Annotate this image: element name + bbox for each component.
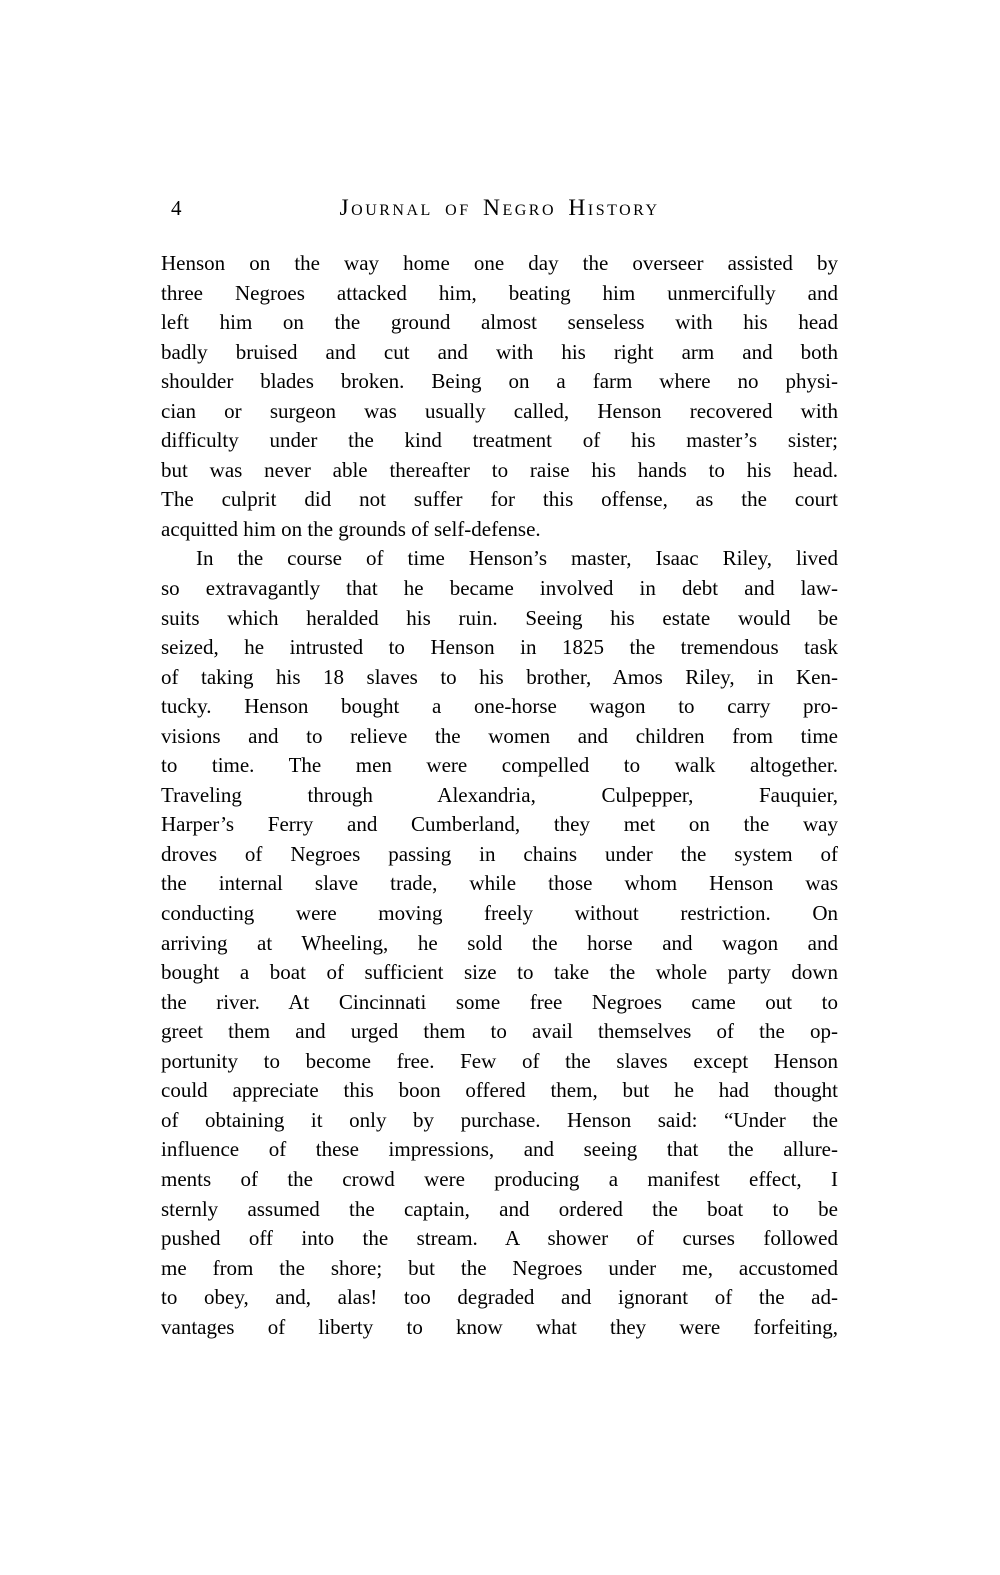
text-line: cian or surgeon was usually called, Henson recovered with — [161, 398, 838, 423]
text-line: suits which heralded his ruin. Seeing his estate would be — [161, 605, 838, 630]
text-line: three Negroes attacked him, beating him unmercifully and — [161, 280, 838, 305]
text-line: seized, he intrusted to Henson in 1825 the tremendous task — [161, 635, 838, 660]
body-text-block — [161, 249, 838, 1342]
text-line: visions and to relieve the women and children from time — [161, 723, 838, 748]
text-line: Traveling through Alexandria, Culpepper, Fauquier, — [161, 782, 838, 807]
text-line: portunity to become free. Few of the slaves except Henson — [161, 1048, 838, 1073]
text-line: vantages of liberty to know what they were forfeiting, — [161, 1314, 838, 1339]
text-line: conducting were moving freely without restriction. On — [161, 901, 838, 926]
text-line: of taking his 18 slaves to his brother, Amos Riley, in Ken- — [161, 664, 838, 689]
text-line: badly bruised and cut and with his right arm and both — [161, 339, 838, 364]
page-number: 4 — [171, 196, 183, 220]
text-line: In the course of time Henson’s master, Isaac Riley, lived — [196, 546, 838, 571]
text-line: droves of Negroes passing in chains under the system of — [161, 841, 838, 866]
journal-title: Journal of Negro History — [339, 195, 660, 221]
text-line: sternly assumed the captain, and ordered the boat to be — [161, 1196, 838, 1221]
text-line: but was never able thereafter to raise his hands to his head. — [161, 457, 838, 482]
text-line: so extravagantly that he became involved in debt and law- — [161, 576, 838, 601]
text-line: the river. At Cincinnati some free Negroes came out to — [161, 989, 838, 1014]
text-line: to time. The men were compelled to walk altogether. — [161, 753, 838, 778]
text-line: ments of the crowd were producing a manifest effect, I — [161, 1166, 838, 1191]
text-line: difficulty under the kind treatment of his master’s sister; — [161, 428, 838, 453]
text-line: Henson on the way home one day the overseer assisted by — [161, 251, 838, 275]
text-line: the internal slave trade, while those whom Henson was — [161, 871, 838, 896]
text-line: left him on the ground almost senseless with his head — [161, 310, 838, 335]
text-line: arriving at Wheeling, he sold the horse and wagon and — [161, 930, 838, 955]
text-line: greet them and urged them to avail themselves of the op- — [161, 1019, 838, 1044]
text-line: acquitted him on the grounds of self-defense. — [161, 516, 541, 541]
text-line: Harper’s Ferry and Cumberland, they met on the way — [161, 812, 838, 837]
text-line: influence of these impressions, and seeing that the allure- — [161, 1137, 838, 1162]
text-line: of obtaining it only by purchase. Henson said: “Under the — [161, 1107, 838, 1132]
text-line: pushed off into the stream. A shower of curses followed — [161, 1226, 838, 1251]
text-line: bought a boat of sufficient size to take the whole party down — [161, 960, 838, 985]
text-line: me from the shore; but the Negroes under me, accustomed — [161, 1255, 838, 1280]
text-line: to obey, and, alas! too degraded and ignorant of the ad- — [161, 1285, 838, 1310]
text-line: tucky. Henson bought a one-horse wagon to carry pro- — [161, 694, 838, 719]
text-line: shoulder blades broken. Being on a farm where no physi- — [161, 369, 838, 394]
text-line: The culprit did not suffer for this offense, as the court — [161, 487, 838, 512]
running-header — [161, 193, 838, 223]
text-line: could appreciate this boon offered them, but he had thought — [161, 1078, 838, 1103]
